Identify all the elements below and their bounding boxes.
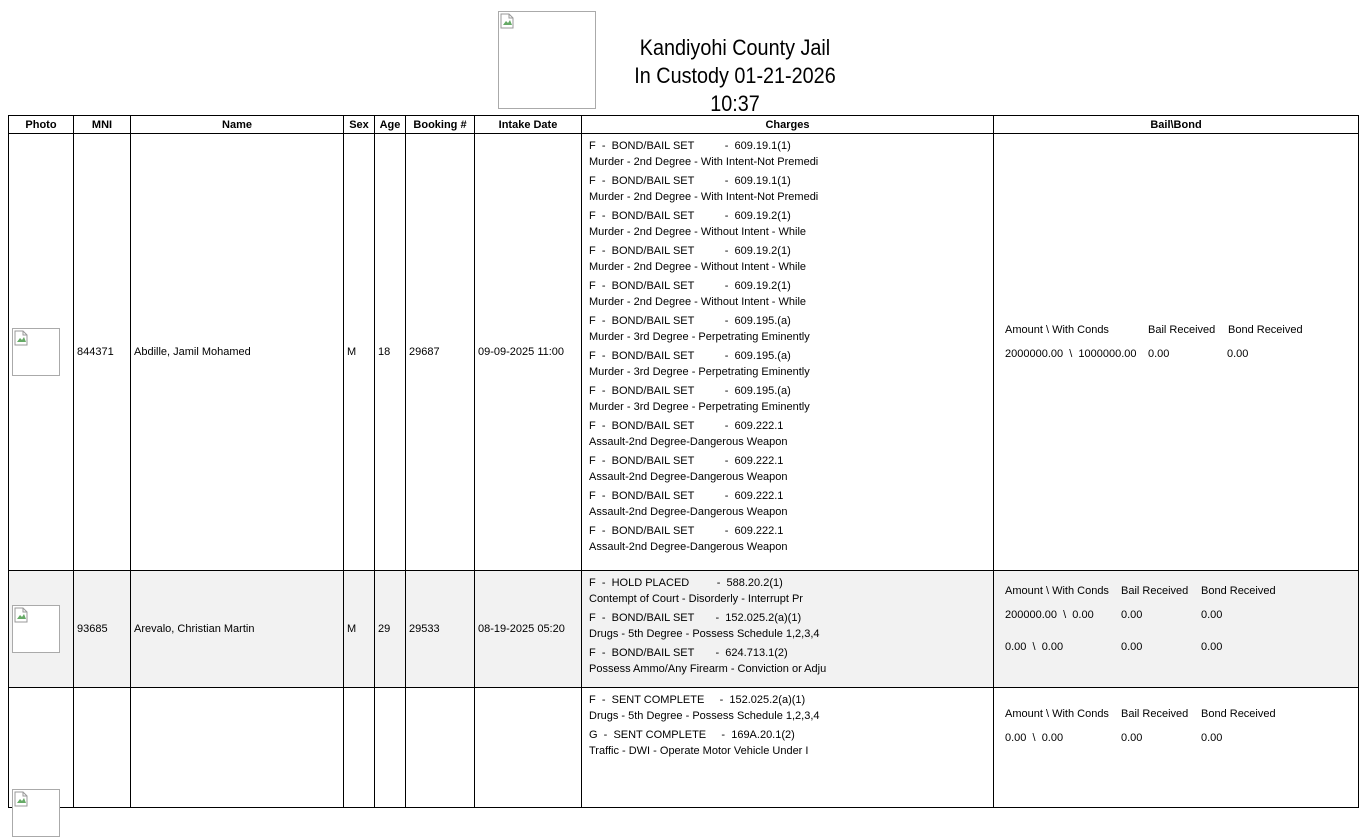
charge-entry (585, 172, 993, 207)
inmate-photo (12, 328, 60, 376)
charge-status: F - BOND/BAIL SET - 609.195.(a) (589, 385, 791, 397)
charge-status: F - BOND/BAIL SET - 609.222.1 (589, 420, 784, 432)
col-name: Name (131, 116, 344, 134)
bond-header-row (1005, 585, 1358, 597)
charge-description: Murder - 3rd Degree - Perpetrating Eminently (589, 401, 810, 413)
jail-name: Kandiyohi County Jail (639, 35, 831, 60)
inmate-rows (9, 134, 1359, 808)
charge-description: Murder - 2nd Degree - With Intent-Not Premedi (589, 191, 819, 203)
charge-status: F - BOND/BAIL SET - 624.713.1(2) (589, 647, 788, 659)
charge-description: Assault-2nd Degree-Dangerous Weapon (589, 541, 788, 553)
photo-cell (9, 134, 74, 571)
bond-header-amount: Amount \ With Conds (1005, 708, 1109, 720)
charge-entry (585, 207, 993, 242)
bond-amount: 0.00 \ 0.00 (1005, 732, 1064, 744)
bond-row (1005, 732, 1358, 744)
charge-entry (585, 242, 993, 277)
bond-bail: 0.00 (1121, 732, 1143, 744)
charge-description: Contempt of Court - Disorderly - Interrupt Pr (589, 593, 803, 605)
col-sex: Sex (344, 116, 375, 134)
col-booking: Booking # (406, 116, 475, 134)
charge-description: Assault-2nd Degree-Dangerous Weapon (589, 436, 788, 448)
bond-bond: 0.00 (1201, 641, 1223, 653)
charges-cell (582, 571, 994, 688)
charge-entry (585, 347, 993, 382)
header-row (9, 116, 1359, 134)
sex-cell (344, 688, 375, 808)
sex-cell: M (344, 134, 375, 571)
charge-status: F - BOND/BAIL SET - 609.19.1(1) (589, 175, 791, 187)
bond-bond: 0.00 (1201, 732, 1223, 744)
sex-cell: M (344, 571, 375, 688)
charge-description: Traffic - DWI - Operate Motor Vehicle Under I (589, 745, 809, 757)
intake-date-cell: 09-09-2025 11:00 (475, 134, 582, 571)
bond-header-bail: Bail Received (1121, 708, 1189, 720)
bond-header-bail: Bail Received (1148, 324, 1216, 336)
report-title (614, 34, 857, 118)
bond-bail: 0.00 (1121, 609, 1143, 621)
table-row (9, 134, 1359, 571)
charge-description: Murder - 3rd Degree - Perpetrating Eminently (589, 331, 810, 343)
mni-cell: 844371 (74, 134, 131, 571)
col-age: Age (375, 116, 406, 134)
photo-cell (9, 688, 74, 808)
mni-cell: 93685 (74, 571, 131, 688)
booking-cell: 29687 (406, 134, 475, 571)
bail-bond-cell (994, 134, 1359, 571)
col-intake-date: Intake Date (475, 116, 582, 134)
charge-status: F - BOND/BAIL SET - 609.19.1(1) (589, 140, 791, 152)
bond-bail: 0.00 (1121, 641, 1143, 653)
charge-description: Murder - 2nd Degree - Without Intent - While (589, 261, 807, 273)
charge-status: F - HOLD PLACED - 588.20.2(1) (589, 577, 783, 589)
bail-bond-cell (994, 688, 1359, 808)
inmate-photo (12, 605, 60, 653)
name-cell: Arevalo, Christian Martin (131, 571, 344, 688)
charge-status: F - BOND/BAIL SET - 609.19.2(1) (589, 280, 791, 292)
intake-date-cell (475, 688, 582, 808)
charges-cell (582, 688, 994, 808)
charge-status: F - BOND/BAIL SET - 609.19.2(1) (589, 210, 791, 222)
age-cell: 18 (375, 134, 406, 571)
age-cell (375, 688, 406, 808)
charges-cell (582, 134, 994, 571)
bond-row (1005, 609, 1358, 621)
bail-bond-block (997, 708, 1358, 744)
bond-amount: 200000.00 \ 0.00 (1005, 609, 1094, 621)
charge-status: F - SENT COMPLETE - 152.025.2(a)(1) (589, 694, 806, 706)
charge-entry (585, 726, 993, 761)
charge-entry (585, 609, 993, 644)
charge-status: F - BOND/BAIL SET - 609.222.1 (589, 525, 784, 537)
charge-description: Murder - 2nd Degree - With Intent-Not Premedi (589, 156, 819, 168)
charge-entry (585, 382, 993, 417)
broken-image-icon (14, 330, 28, 346)
charge-description: Assault-2nd Degree-Dangerous Weapon (589, 506, 788, 518)
charge-entry (585, 522, 993, 557)
inmate-photo (12, 789, 60, 837)
charge-entry (585, 312, 993, 347)
bond-row (1005, 641, 1358, 653)
age-cell: 29 (375, 571, 406, 688)
charge-status: F - BOND/BAIL SET - 609.222.1 (589, 490, 784, 502)
bond-bail: 0.00 (1148, 348, 1170, 360)
charge-entry (585, 574, 993, 609)
inmate-table (8, 115, 1359, 808)
photo-cell (9, 571, 74, 688)
bond-header-bond: Bond Received (1201, 708, 1276, 720)
bond-header-amount: Amount \ With Conds (1005, 324, 1109, 336)
charge-status: F - BOND/BAIL SET - 609.19.2(1) (589, 245, 791, 257)
table-row (9, 688, 1359, 808)
charge-entry (585, 644, 993, 679)
charge-description: Murder - 2nd Degree - Without Intent - While (589, 296, 807, 308)
charge-description: Murder - 3rd Degree - Perpetrating Eminently (589, 366, 810, 378)
bond-header-row (1005, 324, 1358, 336)
bail-bond-block (997, 585, 1358, 653)
broken-image-icon (14, 791, 28, 807)
col-photo: Photo (9, 116, 74, 134)
charge-status: F - BOND/BAIL SET - 609.195.(a) (589, 350, 791, 362)
charge-description: Murder - 2nd Degree - Without Intent - While (589, 226, 807, 238)
bond-header-bond: Bond Received (1201, 585, 1276, 597)
booking-cell (406, 688, 475, 808)
bond-header-bail: Bail Received (1121, 585, 1189, 597)
bond-header-amount: Amount \ With Conds (1005, 585, 1109, 597)
charge-description: Possess Ammo/Any Firearm - Conviction or Adju (589, 663, 827, 675)
county-logo-image (498, 11, 596, 109)
bail-bond-block (997, 324, 1358, 360)
booking-cell: 29533 (406, 571, 475, 688)
broken-image-icon (14, 607, 28, 623)
broken-image-icon (500, 13, 514, 29)
bond-header-row (1005, 708, 1358, 720)
charge-status: F - BOND/BAIL SET - 152.025.2(a)(1) (589, 612, 802, 624)
bond-header-bond: Bond Received (1228, 324, 1303, 336)
charge-entry (585, 487, 993, 522)
col-charges: Charges (582, 116, 994, 134)
charge-description: Assault-2nd Degree-Dangerous Weapon (589, 471, 788, 483)
charge-description: Drugs - 5th Degree - Possess Schedule 1,2,3,4 (589, 710, 820, 722)
charge-status: F - BOND/BAIL SET - 609.222.1 (589, 455, 784, 467)
bond-row (1005, 348, 1358, 360)
charge-entry (585, 691, 993, 726)
bond-bond: 0.00 (1201, 609, 1223, 621)
charge-entry (585, 417, 993, 452)
col-bail-bond: Bail\Bond (994, 116, 1359, 134)
bail-bond-cell (994, 571, 1359, 688)
bond-amount: 0.00 \ 0.00 (1005, 641, 1064, 653)
intake-date-cell: 08-19-2025 05:20 (475, 571, 582, 688)
charge-entry (585, 277, 993, 312)
col-mni: MNI (74, 116, 131, 134)
mni-cell (74, 688, 131, 808)
name-cell: Abdille, Jamil Mohamed (131, 134, 344, 571)
charge-status: G - SENT COMPLETE - 169A.20.1(2) (589, 729, 795, 741)
charge-status: F - BOND/BAIL SET - 609.195.(a) (589, 315, 791, 327)
charge-description: Drugs - 5th Degree - Possess Schedule 1,2,3,4 (589, 628, 820, 640)
bond-amount: 2000000.00 \ 1000000.00 (1005, 348, 1137, 360)
charge-entry (585, 452, 993, 487)
bond-bond: 0.00 (1227, 348, 1249, 360)
custody-timestamp: In Custody 01-21-2026 10:37 (634, 63, 836, 116)
table-row (9, 571, 1359, 688)
name-cell (131, 688, 344, 808)
charge-entry (585, 137, 993, 172)
